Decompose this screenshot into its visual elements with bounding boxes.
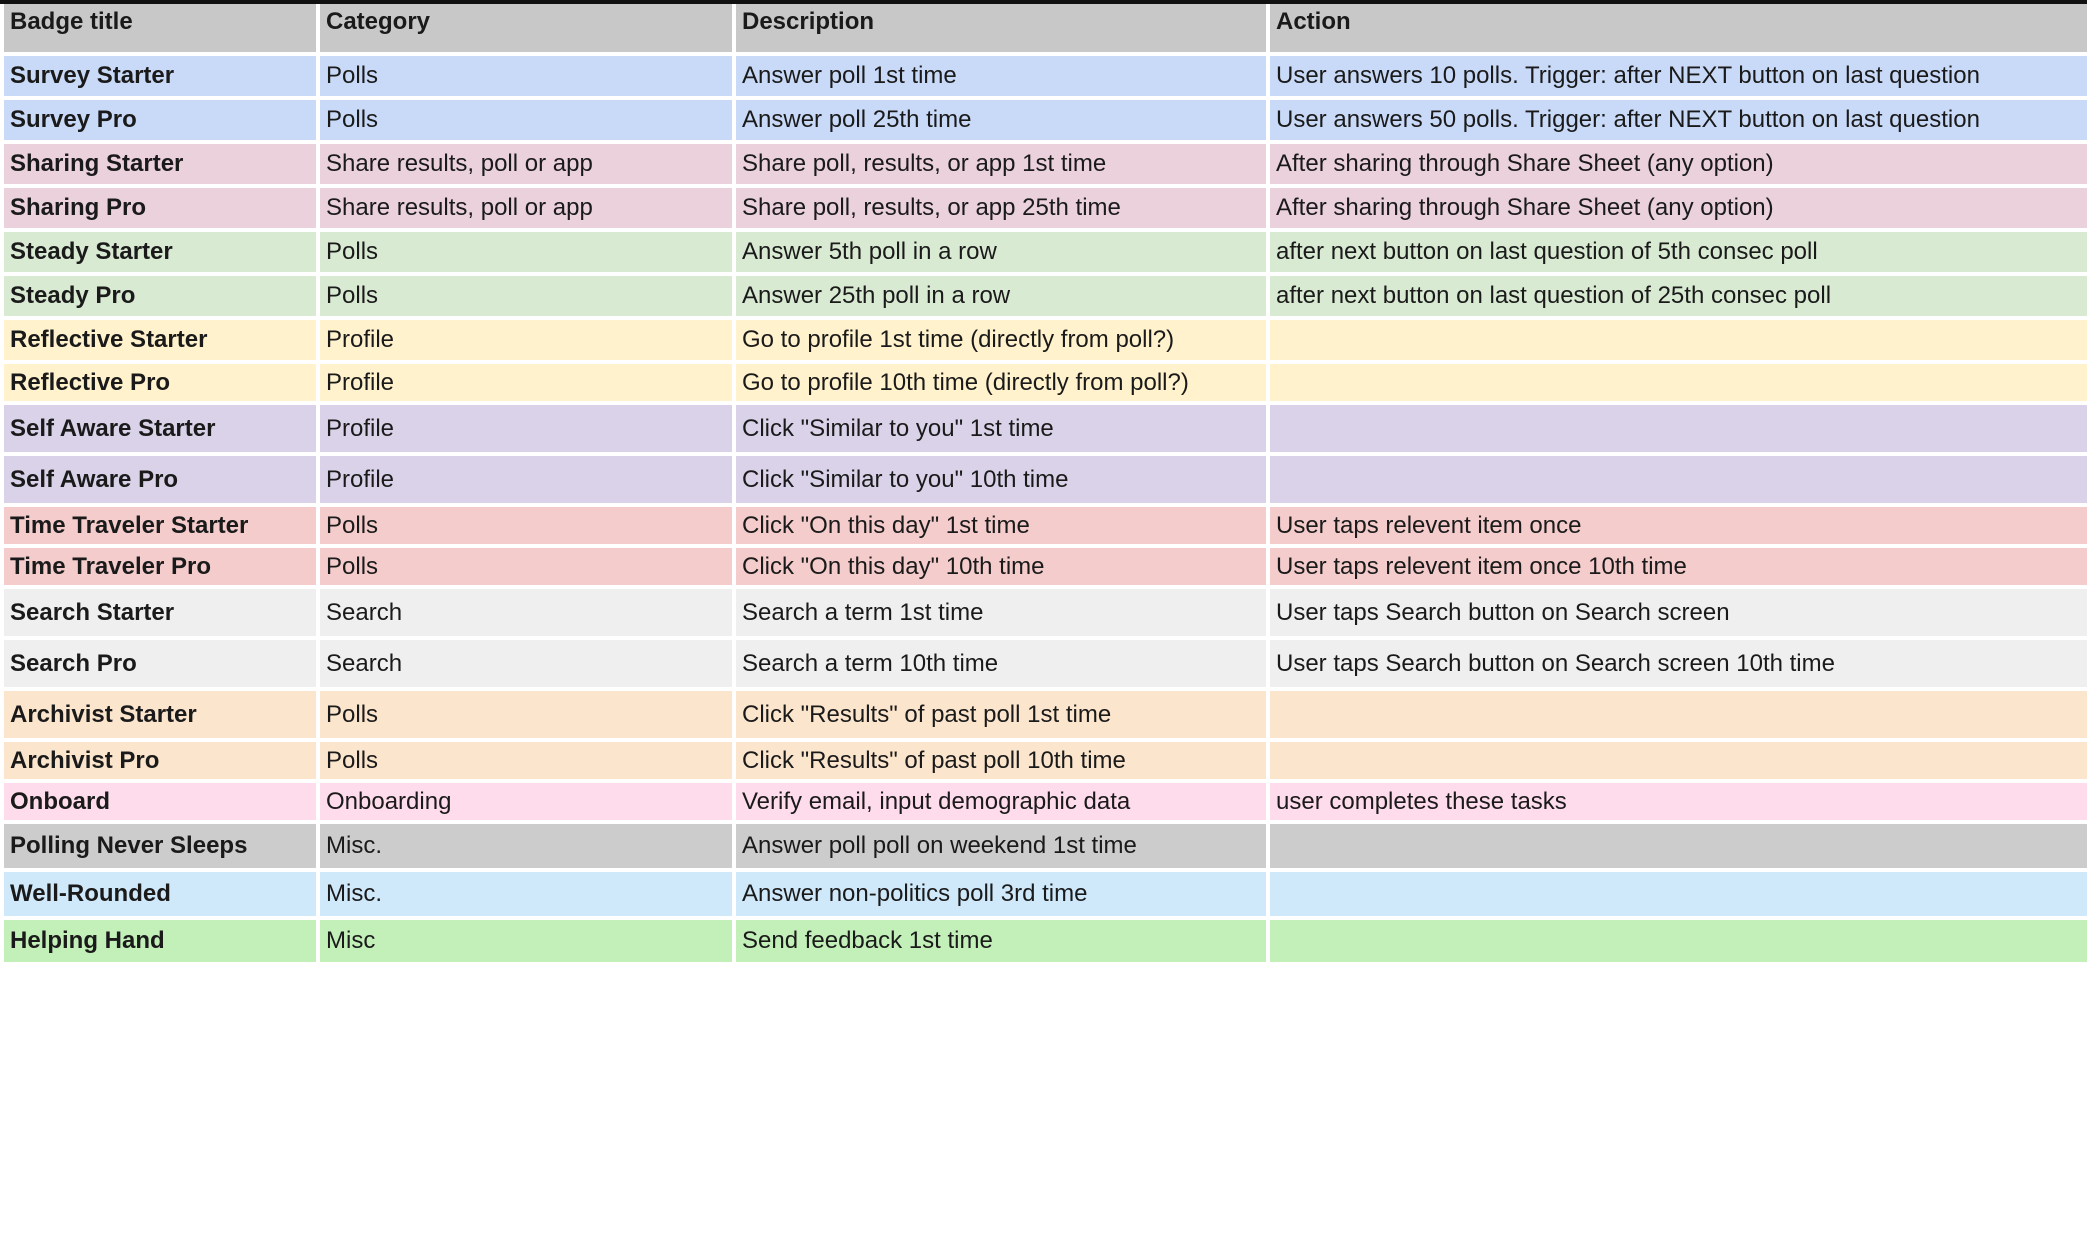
category-cell[interactable]: Profile [320, 405, 732, 452]
badge-title-cell[interactable]: Survey Pro [4, 100, 316, 140]
action-cell[interactable] [1270, 691, 2087, 738]
badge-title-cell[interactable]: Sharing Pro [4, 188, 316, 228]
description-cell[interactable]: Click "Similar to you" 1st time [736, 405, 1266, 452]
badge-title-cell[interactable]: Reflective Starter [4, 320, 316, 360]
category-cell[interactable]: Polls [320, 232, 732, 272]
description-cell[interactable]: Verify email, input demographic data [736, 783, 1266, 820]
table-row [4, 144, 2087, 184]
action-cell[interactable]: User taps relevent item once [1270, 507, 2087, 544]
badge-title-cell[interactable]: Search Pro [4, 640, 316, 687]
badge-title-cell[interactable]: Steady Pro [4, 276, 316, 316]
badge-title-cell[interactable]: Time Traveler Starter [4, 507, 316, 544]
category-cell[interactable]: Polls [320, 507, 732, 544]
badge-title-cell[interactable]: Polling Never Sleeps [4, 824, 316, 868]
description-cell[interactable]: Answer 25th poll in a row [736, 276, 1266, 316]
table-row [4, 548, 2087, 585]
description-cell[interactable]: Go to profile 1st time (directly from poll?) [736, 320, 1266, 360]
description-cell[interactable]: Search a term 10th time [736, 640, 1266, 687]
header-category[interactable]: Category [320, 4, 732, 52]
table-row [4, 100, 2087, 140]
description-cell[interactable]: Answer poll 1st time [736, 56, 1266, 96]
badge-title-cell[interactable]: Time Traveler Pro [4, 548, 316, 585]
description-cell[interactable]: Answer 5th poll in a row [736, 232, 1266, 272]
table-row [4, 456, 2087, 503]
badge-title-cell[interactable]: Self Aware Pro [4, 456, 316, 503]
category-cell[interactable]: Misc [320, 920, 732, 962]
badge-title-cell[interactable]: Archivist Starter [4, 691, 316, 738]
action-cell[interactable] [1270, 742, 2087, 779]
table-row [4, 56, 2087, 96]
table-row [4, 824, 2087, 868]
badge-title-cell[interactable]: Search Starter [4, 589, 316, 636]
action-cell[interactable] [1270, 872, 2087, 916]
table-row [4, 872, 2087, 916]
category-cell[interactable]: Polls [320, 742, 732, 779]
category-cell[interactable]: Search [320, 589, 732, 636]
badge-title-cell[interactable]: Survey Starter [4, 56, 316, 96]
badge-title-cell[interactable]: Sharing Starter [4, 144, 316, 184]
category-cell[interactable]: Onboarding [320, 783, 732, 820]
description-cell[interactable]: Click "Results" of past poll 10th time [736, 742, 1266, 779]
table-row [4, 364, 2087, 401]
description-cell[interactable]: Answer poll poll on weekend 1st time [736, 824, 1266, 868]
category-cell[interactable]: Polls [320, 276, 732, 316]
description-cell[interactable]: Click "On this day" 1st time [736, 507, 1266, 544]
category-cell[interactable]: Profile [320, 364, 732, 401]
action-cell[interactable]: User taps Search button on Search screen [1270, 589, 2087, 636]
badge-title-cell[interactable]: Reflective Pro [4, 364, 316, 401]
action-cell[interactable] [1270, 824, 2087, 868]
category-cell[interactable]: Polls [320, 56, 732, 96]
category-cell[interactable]: Share results, poll or app [320, 144, 732, 184]
table-row [4, 232, 2087, 272]
table-row [4, 691, 2087, 738]
table-row [4, 188, 2087, 228]
badge-title-cell[interactable]: Well-Rounded [4, 872, 316, 916]
action-cell[interactable] [1270, 364, 2087, 401]
action-cell[interactable]: After sharing through Share Sheet (any option) [1270, 188, 2087, 228]
description-cell[interactable]: Send feedback 1st time [736, 920, 1266, 962]
table-row [4, 640, 2087, 687]
action-cell[interactable] [1270, 920, 2087, 962]
table-header [4, 4, 2087, 52]
category-cell[interactable]: Share results, poll or app [320, 188, 732, 228]
category-cell[interactable]: Polls [320, 691, 732, 738]
category-cell[interactable]: Polls [320, 100, 732, 140]
table-row [4, 405, 2087, 452]
action-cell[interactable]: User taps Search button on Search screen 10th time [1270, 640, 2087, 687]
description-cell[interactable]: Search a term 1st time [736, 589, 1266, 636]
action-cell[interactable]: User answers 50 polls. Trigger: after NEXT button on last question [1270, 100, 2087, 140]
action-cell[interactable]: After sharing through Share Sheet (any option) [1270, 144, 2087, 184]
category-cell[interactable]: Polls [320, 548, 732, 585]
table-body [4, 56, 2087, 962]
action-cell[interactable] [1270, 320, 2087, 360]
description-cell[interactable]: Answer poll 25th time [736, 100, 1266, 140]
action-cell[interactable]: User taps relevent item once 10th time [1270, 548, 2087, 585]
badge-title-cell[interactable]: Steady Starter [4, 232, 316, 272]
category-cell[interactable]: Profile [320, 320, 732, 360]
action-cell[interactable] [1270, 405, 2087, 452]
action-cell[interactable]: after next button on last question of 25th consec poll [1270, 276, 2087, 316]
action-cell[interactable]: user completes these tasks [1270, 783, 2087, 820]
table-row [4, 920, 2087, 962]
badge-title-cell[interactable]: Onboard [4, 783, 316, 820]
table-row [4, 742, 2087, 779]
description-cell[interactable]: Share poll, results, or app 1st time [736, 144, 1266, 184]
description-cell[interactable]: Share poll, results, or app 25th time [736, 188, 1266, 228]
action-cell[interactable] [1270, 456, 2087, 503]
category-cell[interactable]: Search [320, 640, 732, 687]
badge-title-cell[interactable]: Archivist Pro [4, 742, 316, 779]
description-cell[interactable]: Click "Results" of past poll 1st time [736, 691, 1266, 738]
category-cell[interactable]: Misc. [320, 824, 732, 868]
header-badge-title[interactable]: Badge title [4, 4, 316, 52]
table-row [4, 276, 2087, 316]
action-cell[interactable]: after next button on last question of 5th consec poll [1270, 232, 2087, 272]
table-row [4, 320, 2087, 360]
category-cell[interactable]: Profile [320, 456, 732, 503]
badge-title-cell[interactable]: Self Aware Starter [4, 405, 316, 452]
header-row [4, 4, 2087, 52]
table-row [4, 783, 2087, 820]
header-description[interactable]: Description [736, 4, 1266, 52]
description-cell[interactable]: Click "On this day" 10th time [736, 548, 1266, 585]
table-row [4, 507, 2087, 544]
category-cell[interactable]: Misc. [320, 872, 732, 916]
description-cell[interactable]: Answer non-politics poll 3rd time [736, 872, 1266, 916]
header-action[interactable]: Action [1270, 4, 2087, 52]
description-cell[interactable]: Click "Similar to you" 10th time [736, 456, 1266, 503]
description-cell[interactable]: Go to profile 10th time (directly from poll?) [736, 364, 1266, 401]
table-row [4, 589, 2087, 636]
action-cell[interactable]: User answers 10 polls. Trigger: after NEXT button on last question [1270, 56, 2087, 96]
badge-title-cell[interactable]: Helping Hand [4, 920, 316, 962]
